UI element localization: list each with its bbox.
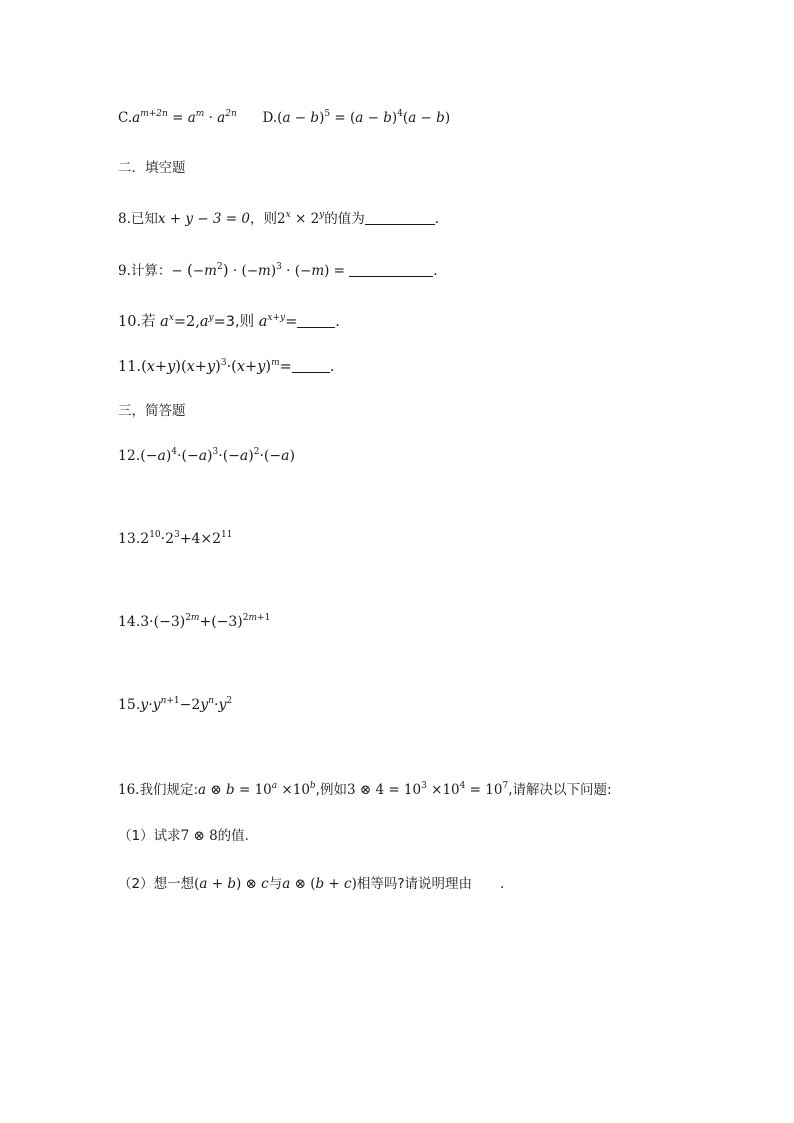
question-13 [118,529,232,549]
q9-prefix: 计算： [130,263,172,279]
q11-end: . [329,359,335,375]
q14-number: 14. [118,614,141,630]
q8-answer-blank[interactable] [365,210,435,225]
q11-answer-blank[interactable] [292,358,330,373]
q16-prefix: 我们规定: [139,782,199,798]
q8-number: 8. [118,211,131,227]
q15-number: 15. [118,697,141,713]
q9-expression: − $(-m^2) \cdot (-m)^3 \cdot (-m)$ = [171,261,350,279]
q13-expression: $2^{10}\cdot 2^3+4\times 2^{11}$ [140,530,233,547]
q16-mid: ,例如 [315,782,347,798]
q12-number: 12. [118,448,141,464]
question-15 [118,695,232,715]
q10-mid1: =2, [173,314,200,330]
q11-expression: $(x+y)(x+y)^3\cdot(x+y)^m$ [141,358,280,375]
question-14 [118,612,270,632]
q12-expression: $(-a)^4\cdot(-a)^3\cdot(-a)^2\cdot(-a)$ [140,447,295,464]
section-3-heading: 三，简答题 [118,403,186,419]
question-11 [118,357,334,377]
q10-end: . [335,314,340,330]
q10-mid2: =3,则 [213,314,255,330]
option-c-label: C. [118,110,133,126]
section-2-heading: 二．填空题 [118,160,186,176]
q14-expression: $3\cdot(-3)^{2m}+(-3)^{2m+1}$ [140,613,271,630]
q10-ay: $a^y$ [199,313,214,330]
q9-end: . [433,263,438,279]
q16-end: . [500,876,505,892]
q10-equals: = [285,314,298,330]
q16-part1-label: （1）试求 [118,828,181,844]
option-d-label: D. [262,110,278,126]
q16-part2-label: （2）想一想 [118,876,195,892]
question-12 [118,446,295,466]
q16-example: 3 ⊗ $4 = 10^3 \times 10^4 = 10^7$ [346,781,509,798]
option-d-formula: $(a - b)^5 = (a - b)^4(a - b)$ [277,109,451,126]
q9-number: 9. [118,263,131,279]
q9-answer-blank[interactable] [349,262,433,277]
q8-expression: $2^x \times 2^y$ [277,210,325,227]
q15-expression: $y\cdot y^{n+1}-2y^n\cdot y^2$ [140,696,233,713]
q16-part2-expr2: a ⊗ (b + c) [282,876,357,892]
question-9 [118,260,438,281]
question-16-part-2 [118,874,504,894]
q16-definition: a ⊗ $b = 10^a \times 10^b$ [198,781,316,798]
q13-number: 13. [118,531,141,547]
q16-part2-expr1: (a + b) ⊗ c [194,876,269,892]
q8-suffix: 的值为 [324,211,365,227]
q8-end: . [434,211,440,227]
q10-axy: $a^{x+y}$ [258,313,286,330]
options-c-d [118,108,450,128]
q8-equation: x + y − 3 = 0 [157,211,250,227]
q16-number: 16. [118,782,140,798]
q11-equals: = [279,359,292,375]
q16-part2-mid: 与 [268,876,283,892]
option-c-formula: $a^{m+2n} = a^m \cdot a^{2n}$ [132,109,237,126]
q16-part1-expr: 7 ⊗ 8 [180,828,218,844]
q16-suffix: ,请解决以下问题: [508,782,612,798]
q16-part2-suffix: 相等吗?请说明理由 [356,876,473,892]
q8-prefix: 已知 [130,211,158,227]
q16-part1-suffix: 的值. [217,828,249,844]
q11-number: 11. [118,359,142,375]
q10-ax: $a^x$ [160,313,174,330]
question-8 [118,209,439,229]
q10-prefix: 若 [141,314,156,330]
question-10 [118,312,340,332]
question-16-part-1 [118,826,249,846]
q10-number: 10. [118,314,142,330]
question-16 [118,780,612,800]
q10-answer-blank[interactable] [297,313,335,328]
q8-mid: ，则 [250,211,277,227]
